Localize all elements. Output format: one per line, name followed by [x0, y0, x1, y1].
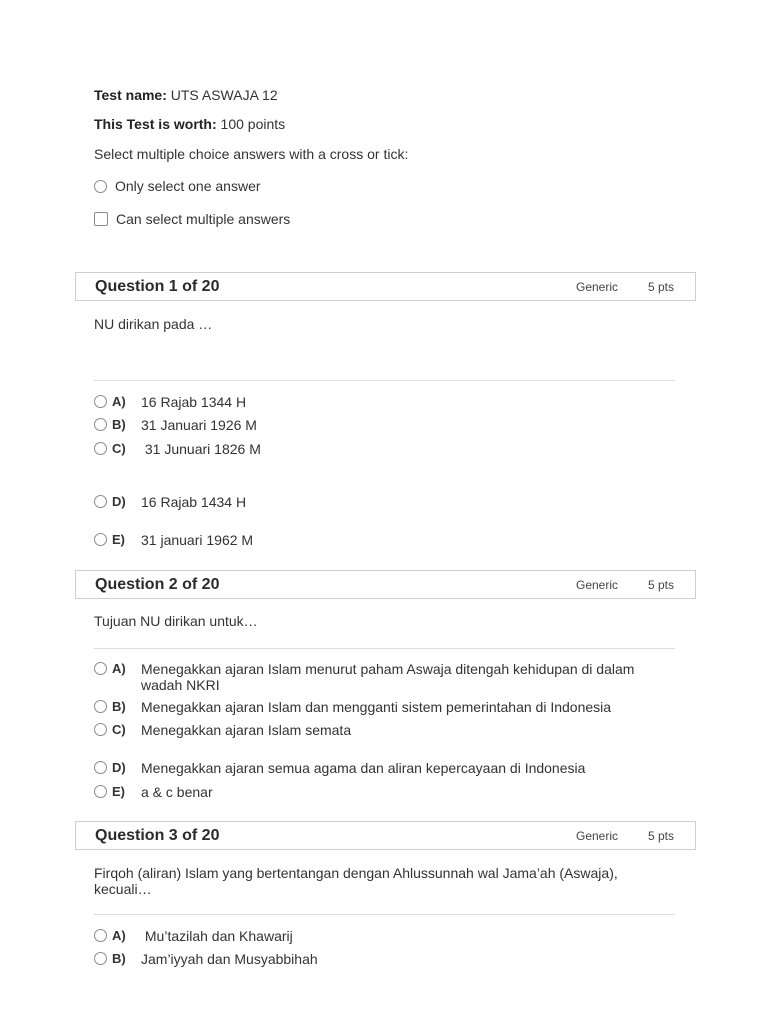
option-text: 31 Januari 1926 M: [141, 417, 257, 433]
radio-button[interactable]: [94, 442, 107, 455]
question-points: 5 pts: [648, 578, 675, 592]
option-text: Menegakkan ajaran Islam dan mengganti sistem pemerintahan di Indonesia: [141, 699, 612, 715]
question-title: Question 1 of 20: [95, 278, 220, 295]
option-text: 31 januari 1962 M: [141, 532, 254, 548]
question-text: Firqoh (aliran) Islam yang bertentangan dengan Ahlussunnah wal Jama’ah (Aswaja), kecuali…: [94, 865, 618, 897]
question-header: [75, 821, 696, 850]
test-worth-value: 100 points: [220, 116, 286, 132]
option-text: a & c benar: [141, 784, 213, 800]
radio-button[interactable]: [94, 929, 107, 942]
checkbox-legend-icon: [94, 212, 108, 226]
legend-multiple: [94, 211, 290, 227]
option-text: 16 Rajab 1344 H: [141, 394, 247, 410]
option-letter: B): [112, 417, 126, 432]
test-name-value: UTS ASWAJA 12: [170, 87, 278, 103]
instruction-text: Select multiple choice answers with a cross or tick:: [94, 146, 409, 162]
question-header: [75, 570, 696, 599]
test-worth-line: [94, 116, 285, 132]
legend-multiple-label: Can select multiple answers: [116, 211, 291, 227]
question-header: [75, 272, 696, 301]
option-letter: A): [112, 661, 126, 676]
question-text: NU dirikan pada …: [94, 316, 213, 332]
radio-button[interactable]: [94, 395, 107, 408]
option-text: Menegakkan ajaran semua agama dan aliran kepercayaan di Indonesia: [141, 760, 586, 776]
option-text: Jam’iyyah dan Musyabbihah: [141, 951, 318, 967]
legend-single: [94, 178, 261, 194]
option-text: 16 Rajab 1434 H: [141, 494, 247, 510]
option-letter: B): [112, 951, 126, 966]
divider: [94, 648, 675, 649]
option-text: Menegakkan ajaran Islam semata: [141, 722, 352, 738]
question-type: Generic: [576, 578, 619, 592]
question-type: Generic: [576, 280, 619, 294]
radio-button[interactable]: [94, 761, 107, 774]
divider: [94, 380, 675, 381]
option-letter: A): [112, 928, 126, 943]
radio-button[interactable]: [94, 495, 107, 508]
question-title: Question 3 of 20: [95, 827, 220, 844]
radio-button[interactable]: [94, 418, 107, 431]
option-letter: D): [112, 760, 126, 775]
test-name-label: Test name:: [94, 87, 167, 103]
option-letter: E): [112, 532, 125, 547]
legend-single-label: Only select one answer: [115, 178, 261, 194]
option-letter: D): [112, 494, 126, 509]
radio-button[interactable]: [94, 533, 107, 546]
radio-button[interactable]: [94, 785, 107, 798]
question-points: 5 pts: [648, 829, 675, 843]
option-letter: C): [112, 722, 126, 737]
option-letter: E): [112, 784, 125, 799]
option-text: 31 Junuari 1826 M: [141, 441, 261, 457]
question-type: Generic: [576, 829, 619, 843]
question-title: Question 2 of 20: [95, 576, 220, 593]
divider: [94, 914, 675, 915]
option-text: Mu’tazilah dan Khawarij: [141, 928, 293, 944]
radio-button[interactable]: [94, 952, 107, 965]
option-letter: C): [112, 441, 126, 456]
test-worth-label: This Test is worth:: [94, 116, 217, 132]
radio-button[interactable]: [94, 700, 107, 713]
radio-button[interactable]: [94, 662, 107, 675]
option-letter: A): [112, 394, 126, 409]
option-text: Menegakkan ajaran Islam menurut paham Aswaja ditengah kehidupan di dalam wadah NKRI: [141, 661, 635, 693]
radio-legend-icon: [94, 180, 107, 193]
option-letter: B): [112, 699, 126, 714]
question-points: 5 pts: [648, 280, 675, 294]
radio-button[interactable]: [94, 723, 107, 736]
question-text: Tujuan NU dirikan untuk…: [94, 613, 258, 629]
test-name-line: [94, 87, 278, 103]
